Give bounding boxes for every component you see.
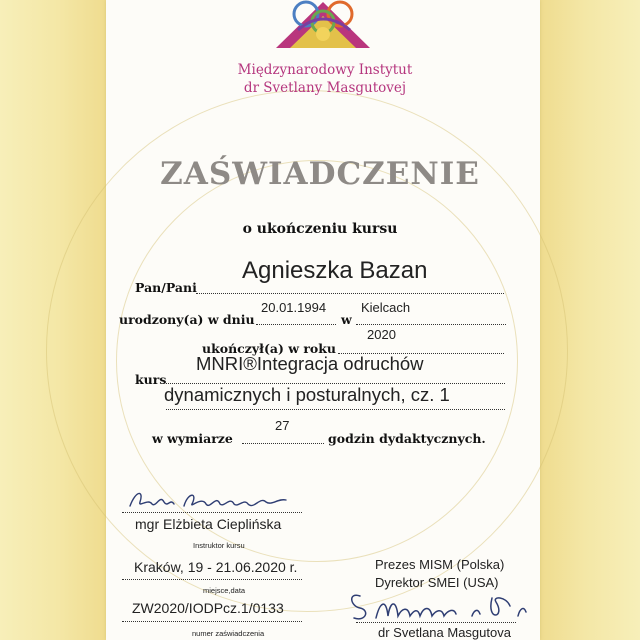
- institute-logo-icon: [268, 0, 378, 50]
- place-date-dotted-line: [122, 579, 302, 580]
- finished-year-label: ukończył(a) w roku: [202, 341, 337, 356]
- instructor-name: mgr Elżbieta Cieplińska: [135, 516, 282, 532]
- hours-value: 27: [275, 418, 290, 433]
- certificate-number: ZW2020/IODPcz.1/0133: [132, 600, 284, 616]
- president-title2: Dyrektor SMEI (USA): [375, 575, 499, 590]
- hours-suffix: godzin dydaktycznych.: [328, 431, 486, 446]
- certificate-subtitle: o ukończeniu kursu: [242, 221, 398, 237]
- president-signature-icon: [346, 588, 536, 624]
- certificate-title: ZAŚWIADCZENIE: [160, 156, 480, 192]
- name-dotted-line: [196, 293, 504, 294]
- hours-dotted-line: [242, 443, 324, 444]
- president-name: dr Svetlana Masgutova: [378, 625, 511, 640]
- birth-date-label: urodzony(a) w dniu: [119, 312, 255, 327]
- place-date: Kraków, 19 - 21.06.2020 r.: [134, 559, 298, 575]
- institute-name-line1: Międzynarodowy Instytut: [237, 62, 413, 78]
- birth-place-dotted-line: [356, 324, 506, 325]
- instructor-dotted-line: [122, 512, 302, 513]
- birth-date-dotted-line: [256, 324, 336, 325]
- name-label: Pan/Pani: [135, 280, 197, 295]
- recipient-name: Agnieszka Bazan: [242, 257, 428, 284]
- president-dotted-line: [356, 622, 516, 623]
- certificate-number-caption: numer zaświadczenia: [192, 629, 265, 638]
- president-title1: Prezes MISM (Polska): [375, 557, 505, 572]
- course-dotted-line-2: [166, 409, 505, 410]
- place-date-caption: miejsce,data: [203, 586, 246, 595]
- course-name-line1: MNRI®Integracja odruchów: [196, 353, 424, 374]
- hours-prefix: w wymiarze: [152, 431, 233, 446]
- instructor-signature-icon: [126, 486, 296, 514]
- birth-place: Kielcach: [361, 300, 411, 315]
- instructor-caption: Instruktor kursu: [193, 541, 245, 550]
- course-name-line2: dynamicznych i posturalnych, cz. 1: [164, 384, 450, 405]
- birth-date: 20.01.1994: [261, 300, 327, 315]
- institute-name-line2: dr Svetlany Masgutovej: [243, 80, 407, 96]
- certificate-number-dotted-line: [122, 621, 302, 622]
- course-label: kurs: [135, 372, 167, 387]
- finished-year: 2020: [367, 327, 396, 342]
- birth-place-prep: w: [341, 312, 352, 327]
